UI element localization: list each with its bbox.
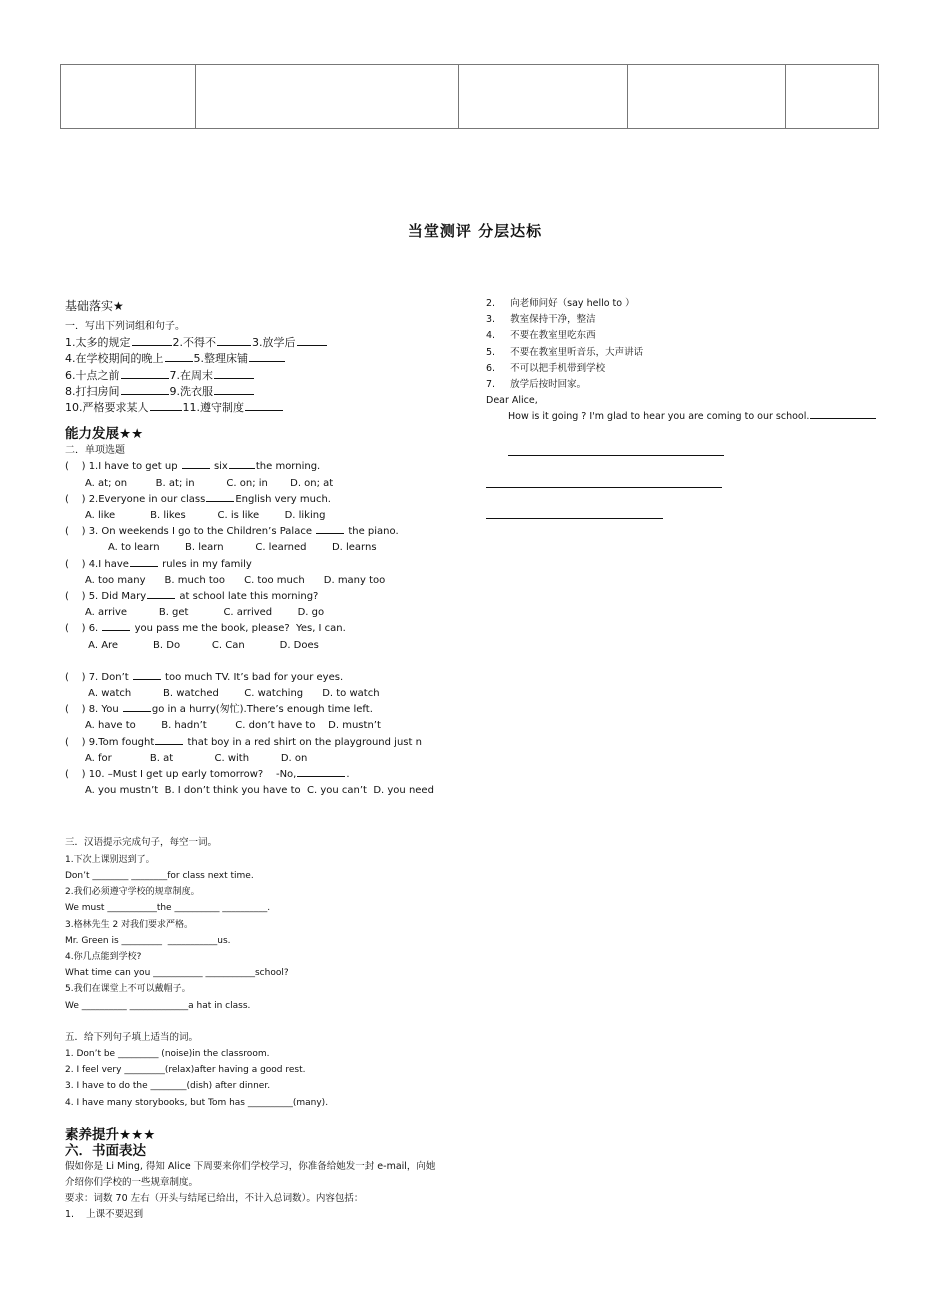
blank <box>810 417 876 419</box>
vocab-item: 11.遵守制度 <box>182 401 244 415</box>
stem-part: ( ) 4.I have <box>65 558 129 570</box>
answer-line <box>508 455 724 456</box>
question-stem <box>65 735 475 751</box>
section-3-title: 三．汉语提示完成句子，每空一词。 <box>65 837 218 849</box>
question-stem <box>65 670 475 686</box>
translation-cn: 5.我们在课堂上不可以戴帽子。 <box>65 984 191 995</box>
vocab-item: 2.不得不 <box>172 336 216 350</box>
question <box>65 735 475 767</box>
blank <box>214 393 254 395</box>
writing-prompt: 假如你是 Li Ming, 得知 Alice 下周要来你们学校学习，你准备给她发一封 e-mail，向她 <box>65 1160 436 1172</box>
vocab-item: 8.打扫房间 <box>65 384 120 398</box>
translation-list <box>65 852 475 1014</box>
header-cell-1 <box>61 65 196 129</box>
writing-point: 7. 放学后按时回家。 <box>486 379 587 391</box>
writing-point: 3. 教室保持干净，整洁 <box>486 314 596 326</box>
question-stem <box>65 621 475 637</box>
stem-part: you pass me the book, please? Yes, I can. <box>131 623 346 635</box>
vocab-item: 3.放学后 <box>252 336 296 350</box>
vocab-item: 6.十点之前 <box>65 368 120 382</box>
multiple-choice-list <box>65 459 475 799</box>
blank <box>121 377 169 379</box>
answer-line <box>486 518 663 519</box>
question-options: A. you mustn’t B. I don’t think you have to C. you can’t D. you need <box>85 785 434 797</box>
writing-point: 2. 向老师问好（say hello to ） <box>486 298 635 309</box>
vocab-list <box>65 335 475 416</box>
question-stem <box>65 589 475 605</box>
vocab-item: 10.严格要求某人 <box>65 401 149 415</box>
vocab-item: 4.在学校期间的晚上 <box>65 352 164 366</box>
writing-requirements: 要求：词数 70 左右（开头与结尾已给出，不计入总词数）。内容包括： <box>65 1193 364 1205</box>
question-stem <box>65 557 475 573</box>
stem-part: rules in my family <box>158 558 252 570</box>
question <box>65 621 475 653</box>
vocab-line <box>65 335 475 351</box>
section-6-title: 六．书面表达 <box>65 1142 146 1159</box>
question-options: A. Are B. Do C. Can D. Does <box>85 639 319 651</box>
blank <box>249 360 285 362</box>
blank <box>316 532 344 534</box>
question <box>65 767 475 799</box>
blank <box>155 743 183 745</box>
stem-part: the morning. <box>255 461 321 473</box>
question-options: A. at; on B. at; in C. on; in D. on; at <box>85 477 334 489</box>
blank <box>229 467 255 469</box>
question-options: A. for B. at C. with D. on <box>85 752 308 764</box>
vocab-item: 1.太多的规定 <box>65 336 131 350</box>
writing-prompt: 介绍你们学校的一些规章制度。 <box>65 1176 199 1188</box>
question-options: A. like B. likes C. is like D. liking <box>85 510 326 522</box>
word-form-item: 3. I have to do the ________(dish) after dinner. <box>65 1081 271 1092</box>
blank <box>150 409 182 411</box>
word-form-list <box>65 1046 475 1111</box>
question-stem <box>65 767 475 783</box>
stem-part: ( ) 5. Did Mary <box>65 591 147 603</box>
header-cell-4 <box>628 65 786 129</box>
question-stem <box>65 702 475 718</box>
stem-part: ( ) 9.Tom fought <box>65 736 155 748</box>
question-options: A. too many B. much too C. too much D. many too <box>85 574 386 586</box>
stem-part: too much TV. It’s bad for your eyes. <box>161 671 344 683</box>
vocab-item: 7.在周末 <box>169 368 213 382</box>
blank <box>147 597 175 599</box>
writing-point: 5. 不要在教室里听音乐，大声讲话 <box>486 346 644 358</box>
writing-point: 1. 上课不要迟到 <box>65 1209 144 1221</box>
blank <box>206 500 234 502</box>
letter-opening <box>486 409 906 425</box>
question <box>65 702 475 734</box>
stem-part: that boy in a red shirt on the playground just n <box>184 736 422 748</box>
question-stem <box>65 459 475 475</box>
right-column <box>486 296 906 426</box>
answer-line <box>486 487 722 488</box>
section-1-title: 一．写出下列词组和句子。 <box>65 321 185 332</box>
translation-en: What time can you ___________ ___________school? <box>65 968 289 979</box>
question <box>65 524 475 556</box>
letter-salutation: Dear Alice, <box>486 395 538 407</box>
letter-opening-text: How is it going ? I'm glad to hear you are coming to our school. <box>508 411 810 423</box>
word-form-item: 4. I have many storybooks, but Tom has __________(many). <box>65 1097 329 1108</box>
stem-part: go in a hurry(匆忙).There’s enough time left. <box>151 704 373 716</box>
vocab-item: 9.洗衣服 <box>169 384 213 398</box>
stem-part: ( ) 1.I have to get up <box>65 461 181 473</box>
question <box>65 670 475 702</box>
stem-part: six <box>210 461 228 473</box>
section-1-header: 基础落实★ <box>65 299 124 313</box>
word-form-item: 2. I feel very _________(relax)after having a good rest. <box>65 1065 306 1076</box>
vocab-line <box>65 368 475 384</box>
question-options: A. to learn B. learn C. learned D. learns <box>108 542 377 554</box>
stem-part: at school late this morning? <box>176 591 319 603</box>
writing-point: 6. 不可以把手机带到学校 <box>486 362 606 374</box>
blank <box>121 393 169 395</box>
blank <box>245 409 283 411</box>
section-5-title: 五．给下列句子填上适当的词。 <box>65 1031 199 1043</box>
translation-cn: 1.下次上课别迟到了。 <box>65 854 155 865</box>
translation-en: Don’t ________ ________for class next time. <box>65 870 254 881</box>
stem-part: ( ) 7. Don’t <box>65 671 132 683</box>
vocab-item: 5.整理床铺 <box>193 352 248 366</box>
section-2-header: 能力发展★★ <box>65 426 144 443</box>
vocab-line <box>65 400 475 416</box>
blank <box>102 629 130 631</box>
question <box>65 589 475 621</box>
stem-part: ( ) 10. –Must I get up early tomorrow? -No, <box>65 769 297 781</box>
section-2-title: 二．单项选题 <box>65 445 125 457</box>
question <box>65 557 475 589</box>
stem-part: . <box>346 769 350 781</box>
blank <box>132 344 172 346</box>
question-stem <box>65 492 475 508</box>
header-cell-2 <box>196 65 459 129</box>
question <box>65 492 475 524</box>
translation-en: Mr. Green is _________ ___________us. <box>65 935 231 946</box>
translation-cn: 2.我们必须遵守学校的规章制度。 <box>65 887 200 898</box>
blank <box>217 344 251 346</box>
section-6-header: 素养提升★★★ <box>65 1126 156 1143</box>
blank <box>165 360 193 362</box>
question-options: A. have to B. hadn’t C. don’t have to D. mustn’t <box>85 720 381 732</box>
vocab-line <box>65 351 475 367</box>
stem-part: ( ) 3. On weekends I go to the Children’s Palace <box>65 526 316 538</box>
question <box>65 459 475 491</box>
question-stem <box>65 524 475 540</box>
stem-part: ( ) 8. You <box>65 704 122 716</box>
stem-part: ( ) 2.Everyone in our class <box>65 493 206 505</box>
blank <box>182 467 210 469</box>
stem-part: English very much. <box>235 493 331 505</box>
translation-cn: 4.你几点能到学校? <box>65 951 142 962</box>
header-table <box>60 64 879 129</box>
question-options: A. arrive B. get C. arrived D. go <box>85 607 325 619</box>
writing-points-list <box>486 296 906 393</box>
page-title: 当堂测评 分层达标 <box>407 222 543 240</box>
header-cell-5 <box>786 65 879 129</box>
blank <box>297 775 345 777</box>
stem-part: ( ) 6. <box>65 623 102 635</box>
header-cell-3 <box>459 65 628 129</box>
translation-en: We __________ _____________a hat in class. <box>65 1000 251 1011</box>
left-column <box>65 297 475 1224</box>
blank <box>123 710 151 712</box>
blank <box>130 565 158 567</box>
blank <box>297 344 327 346</box>
vocab-line <box>65 384 475 400</box>
writing-point: 4. 不要在教室里吃东西 <box>486 330 596 342</box>
translation-cn: 3.格林先生 2 对我们要求严格。 <box>65 919 194 930</box>
blank <box>133 678 161 680</box>
question-options: A. watch B. watched C. watching D. to watch <box>85 688 380 700</box>
word-form-item: 1. Don’t be _________ (noise)in the classroom. <box>65 1048 270 1059</box>
stem-part: the piano. <box>345 526 399 538</box>
translation-en: We must ___________the __________ __________. <box>65 903 271 914</box>
blank <box>214 377 254 379</box>
